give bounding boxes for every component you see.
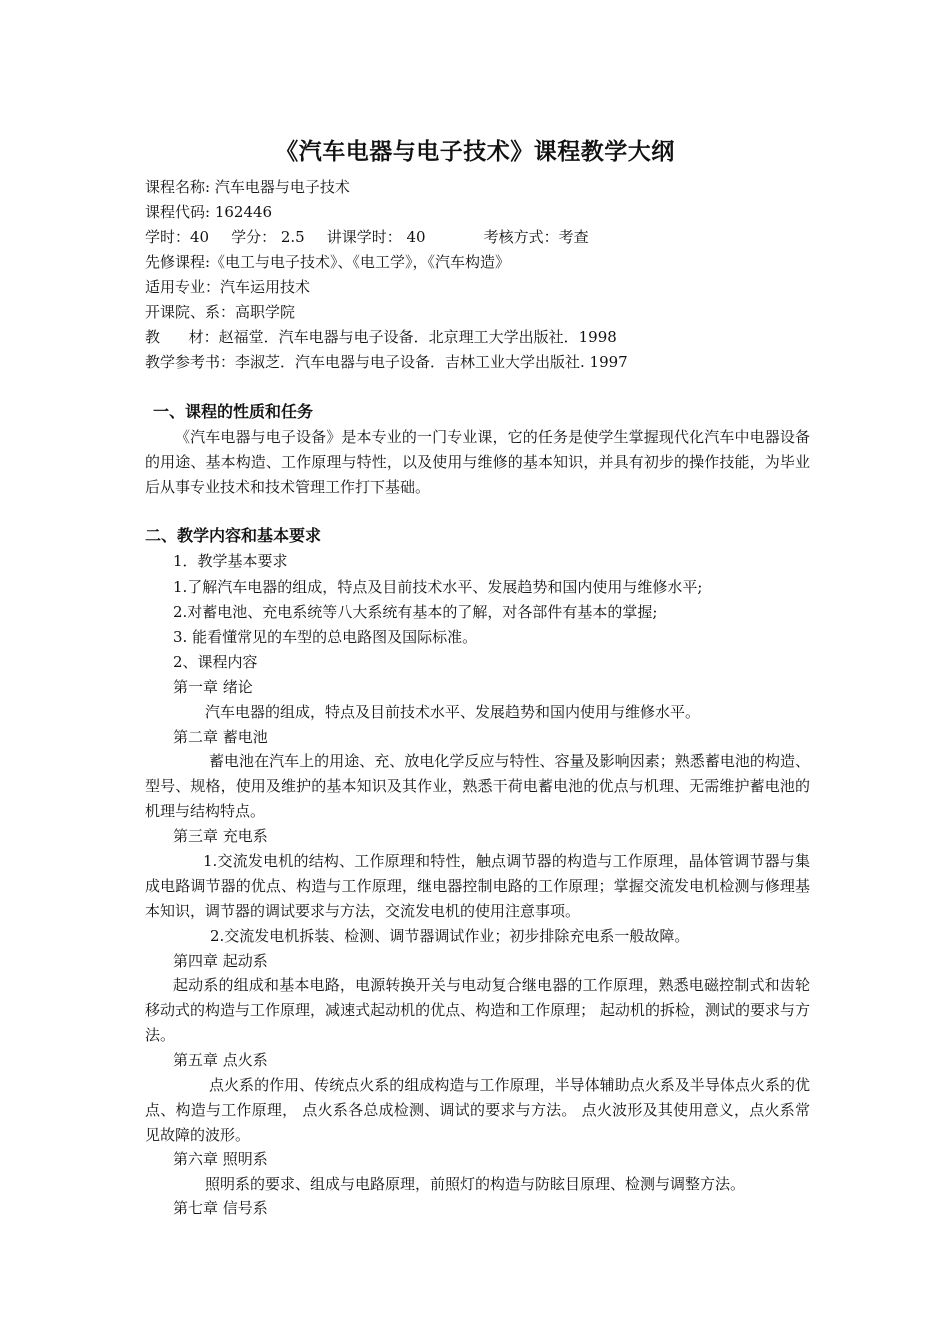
chapter-4-body: 起动系的组成和基本电路，电源转换开关与电动复合继电器的工作原理，熟悉电磁控制式和齿轮移动式的构造与工作原理，减速式起动机的优点、构造和工作原理； 起动机的拆检，测试的要求与方法。 [145, 976, 810, 1044]
chapter-5-title: 第五章 点火系 [173, 1051, 268, 1069]
requirement-3: 3. 能看懂常见的车型的总电路图及国际标准。 [173, 628, 478, 646]
document-title: 《汽车电器与电子技术》课程教学大纲 [275, 139, 675, 165]
reference-book: 教学参考书：李淑芝．汽车电器与电子设备．吉林工业大学出版社. 1997 [145, 353, 628, 371]
subheading-course-content: 2、课程内容 [173, 653, 258, 671]
section-heading-content: 二、教学内容和基本要求 [145, 526, 322, 545]
chapter-5-body: 点火系的作用、传统点火系的组成构造与工作原理，半导体辅助点火系及半导体点火系的优点、构造与工作原理， 点火系各总成检测、调试的要求与方法。 点火波形及其使用意义，点火系常见故障的波形。 [145, 1076, 810, 1144]
subheading-requirements: 1．教学基本要求 [173, 552, 288, 570]
hours: 学时：40 [145, 228, 210, 246]
department: 开课院、系：高职学院 [145, 303, 296, 321]
lecture-hours: 讲课学时： 40 [326, 228, 426, 246]
chapter-4-title: 第四章 起动系 [173, 952, 268, 970]
chapter-1-body: 汽车电器的组成，特点及目前技术水平、发展趋势和国内使用与维修水平。 [205, 703, 701, 721]
assessment: 考核方式：考查 [483, 228, 589, 246]
course-name: 课程名称: 汽车电器与电子技术 [145, 178, 350, 196]
chapter-2-title: 第二章 蓄电池 [173, 728, 268, 746]
requirement-1: 1.了解汽车电器的组成，特点及目前技术水平、发展趋势和国内使用与维修水平; [173, 578, 703, 596]
chapter-7-title: 第七章 信号系 [173, 1199, 268, 1217]
section-heading-nature: 一、课程的性质和任务 [153, 402, 314, 421]
chapter-6-title: 第六章 照明系 [173, 1150, 268, 1168]
textbook: 教 材：赵福堂．汽车电器与电子设备．北京理工大学出版社．1998 [145, 328, 617, 346]
course-hours-row [145, 225, 810, 249]
chapter-6-body: 照明系的要求、组成与电路原理，前照灯的构造与防眩目原理、检测与调整方法。 [205, 1175, 746, 1193]
section-body-nature: 《汽车电器与电子设备》是本专业的一门专业课，它的任务是使学生掌握现代化汽车中电器设备的用途、基本构造、工作原理与特性，以及使用与维修的基本知识，并具有初步的操作技能，为毕业后从事专业技术和技术管理工作打下基础。 [145, 428, 810, 496]
credits: 学分： 2.5 [231, 228, 305, 246]
chapter-3-body-1: 1.交流发电机的结构、工作原理和特性，触点调节器的构造与工作原理，晶体管调节器与集成电路调节器的优点、构造与工作原理，继电器控制电路的工作原理；掌握交流发电机检测与修理基本知识，调节器的调试要求与方法，交流发电机的使用注意事项。 [145, 852, 810, 920]
chapter-2-body: 蓄电池在汽车上的用途、充、放电化学反应与特性、容量及影响因素；熟悉蓄电池的构造、型号、规格，使用及维护的基本知识及其作业，熟悉干荷电蓄电池的优点与机理、无需维护蓄电池的机理与结构特点。 [145, 752, 810, 820]
prerequisite: 先修课程:《电工与电子技术》、《电工学》，《汽车构造》 [145, 253, 511, 271]
chapter-3-title: 第三章 充电系 [173, 827, 268, 845]
major: 适用专业：汽车运用技术 [145, 278, 311, 296]
chapter-1-title: 第一章 绪论 [173, 678, 253, 696]
chapter-3-body-2: 2.交流发电机拆装、检测、调节器调试作业；初步排除充电系一般故障。 [210, 927, 690, 945]
requirement-2: 2.对蓄电池、充电系统等八大系统有基本的了解，对各部件有基本的掌握; [173, 603, 658, 621]
course-code: 课程代码: 162446 [145, 203, 273, 221]
